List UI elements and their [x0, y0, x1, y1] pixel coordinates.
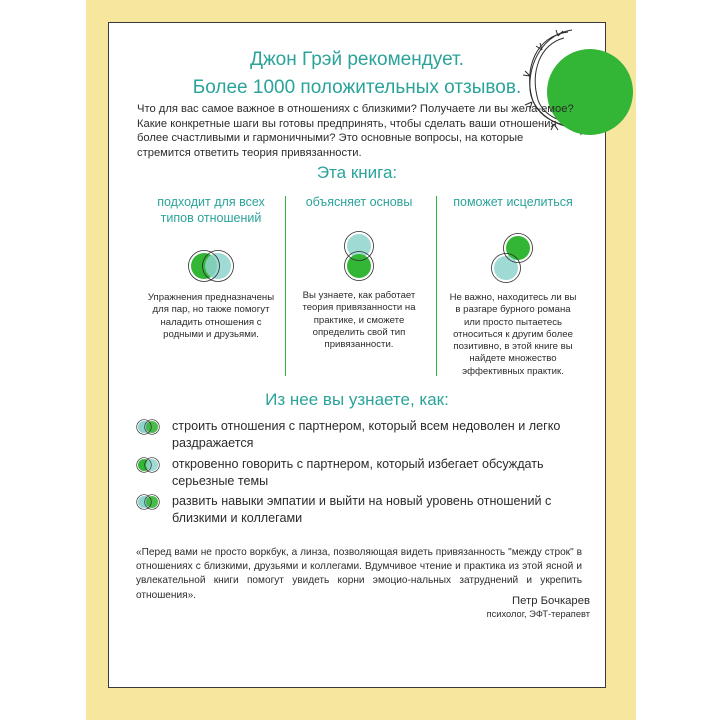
- recommendation-heading: [110, 48, 604, 100]
- stacked-circles-icon: [334, 230, 384, 286]
- feature-title-2: объясняет основы: [305, 195, 413, 209]
- learn-item-text-3: развить навыки эмпатии и выйти на новый уровень отношений с близкими и коллегами: [172, 494, 552, 525]
- feature-title-1: подходит для всех типов отношений: [157, 195, 265, 225]
- book-section-title: Эта книга:: [316, 163, 398, 182]
- feature-column-1: [146, 194, 276, 341]
- feature-column-2: [294, 194, 424, 351]
- heading-line-1: Джон Грэй рекомендует.: [250, 49, 464, 70]
- intro-paragraph: Что для вас самое важное в отношениях с близкими? Получаете ли вы жела-емое? Какие конкретные шаги вы готовы предпринять, чтобы сделать ваши отношения более счастливыми и гармоничными? Это основные вопросы, на которые стремится ответить теория привязанности.: [137, 103, 574, 159]
- feature-title-3: поможет исцелиться: [453, 195, 573, 209]
- bullet-circles-icon: [135, 419, 165, 435]
- bullet-circles-icon: [135, 494, 165, 510]
- feature-text-1: Упражнения предназначены для пар, но также помогут наладить отношения с родными и друзьями.: [147, 292, 275, 340]
- feature-column-3: [448, 194, 578, 378]
- learn-section-title: Из нее вы узнаете, как:: [265, 390, 449, 409]
- review-quote: «Перед вами не просто воркбук, а линза, позволяющая видеть привязанность "между строк" в отношениях с близкими, друзьями и коллегами. Вдумчивое чтение и практика из этой ясной и увлекательной книги помогут увидеть корни эмоцио-нальных затруднений и укрепить отношения».: [136, 547, 582, 601]
- diagonal-circles-icon: [485, 230, 541, 288]
- overlap-circles-icon: [181, 244, 241, 288]
- learn-item-text-2: откровенно говорить с партнером, который избегает обсуждать серьезные темы: [172, 457, 544, 488]
- heading-line-2: Более 1000 положительных отзывов.: [192, 77, 522, 98]
- bullet-circles-icon: [135, 457, 165, 473]
- author-name: Петр Бочкарев: [512, 595, 590, 607]
- feature-text-2: Вы узнаете, как работает теория привязанности на практике, и сможете определить свой тип привязанности.: [302, 290, 416, 351]
- learn-item-text-1: строить отношения с партнером, который всем недоволен и легко раздражается: [172, 419, 561, 450]
- column-divider-1: [285, 196, 286, 376]
- author-role: психолог, ЭФТ-терапевт: [486, 609, 590, 619]
- column-divider-2: [436, 196, 437, 376]
- feature-text-3: Не важно, находитесь ли вы в разгаре бурного романа или просто пытаетесь относиться к другим более позитивно, в этой книге вы найдете множество эффективных практик.: [449, 292, 577, 377]
- quote-attribution: [487, 594, 590, 621]
